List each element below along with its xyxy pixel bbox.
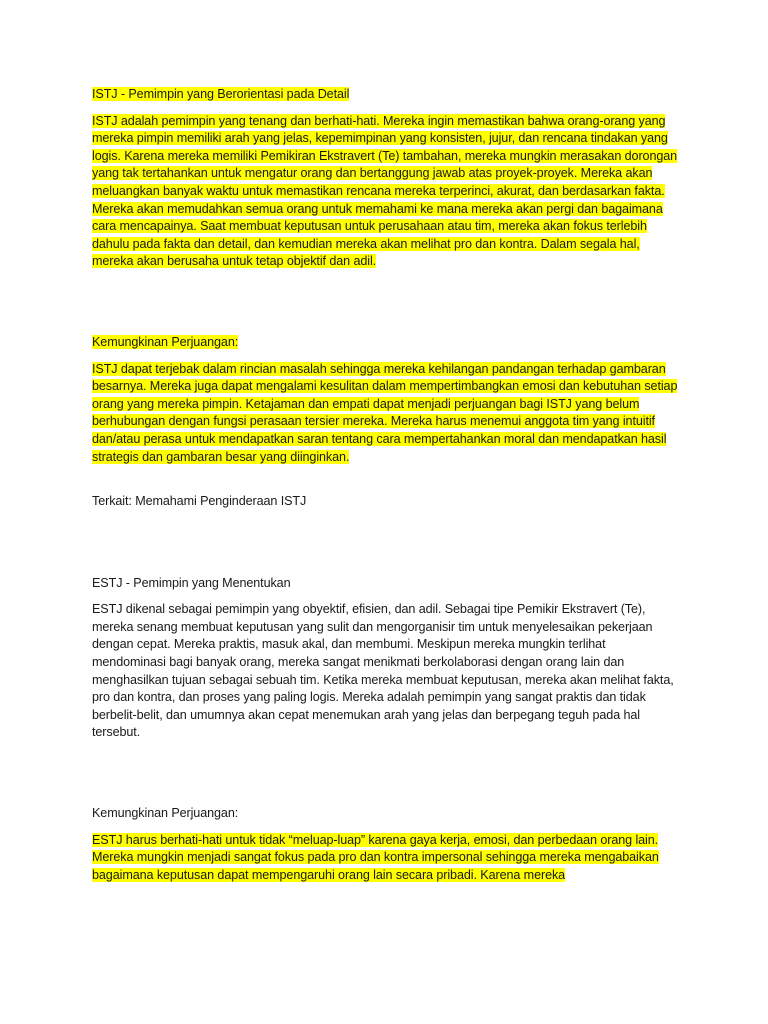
istj-body	[92, 113, 682, 271]
istj-related-link: Terkait: Memahami Penginderaan ISTJ	[92, 494, 307, 509]
estj-struggle-heading: Kemungkinan Perjuangan:	[92, 806, 239, 821]
istj-struggle-heading-text: Kemungkinan Perjuangan:	[92, 334, 239, 349]
istj-struggle-body	[92, 361, 682, 467]
estj-heading: ESTJ - Pemimpin yang Menentukan	[92, 575, 291, 590]
spacer	[92, 742, 682, 805]
spacer	[92, 466, 682, 493]
spacer	[92, 511, 682, 575]
estj-struggle-body	[92, 832, 682, 885]
spacer	[92, 823, 682, 832]
spacer	[92, 104, 682, 113]
istj-body-text: ISTJ adalah pemimpin yang tenang dan berhati-hati. Mereka ingin memastikan bahwa orang-orang yang mereka pimpin memiliki arah yang jelas, kepemimpinan yang konsisten, jujur, dan rencana tindakan yang logis. Karena mereka memiliki Pemikiran Ekstravert (Te) tambahan, mereka mungkin merasakan dorongan yang tak tertahankan untuk mengatur orang dan bertanggung jawab atas proyek-proyek. Mereka akan meluangkan banyak waktu untuk memastikan rencana mereka terperinci, akurat, dan berdasarkan fakta. Mereka akan memudahkan semua orang untuk memahami ke mana mereka akan pergi dan bagaimana cara mencapainya. Saat membuat keputusan untuk perusahaan atau tim, mereka akan fokus terlebih dahulu pada fakta dan detail, dan kemudian mereka akan melihat pro dan kontra. Dalam segala hal, mereka akan berusaha untuk tetap objektif dan adil.	[92, 113, 678, 269]
estj-body: ESTJ dikenal sebagai pemimpin yang obyektif, efisien, dan adil. Sebagai tipe Pemikir Ekstravert (Te), mereka senang membuat keputusan yang sulit dan mengorganisir tim untuk menyelesaikan pekerjaan dengan cepat. Mereka praktis, masuk akal, dan membumi. Meskipun mereka mungkin terlihat mendominasi bagi banyak orang, mereka sangat menikmati berkolaborasi dengan orang lain dan menghasilkan tujuan sebagai sebuah tim. Ketika mereka membuat keputusan, mereka akan melihat fakta, pro dan kontra, dan proses yang paling logis. Mereka adalah pemimpin yang sangat praktis dan tidak berbelit-belit, dan umumnya akan cepat menemukan arah yang jelas dan berpegang teguh pada hal tersebut.	[92, 602, 674, 740]
document-page	[92, 86, 682, 884]
estj-struggle-body-text: ESTJ harus berhati-hati untuk tidak “meluap-luap” karena gaya kerja, emosi, dan perbedaan orang lain. Mereka mungkin menjadi sangat fokus pada pro dan kontra impersonal sehingga mereka mengabaikan bagaimana keputusan dapat mempengaruhi orang lain secara pribadi. Karena mereka	[92, 832, 659, 882]
istj-struggle-heading	[92, 334, 682, 352]
istj-heading	[92, 86, 682, 104]
spacer	[92, 592, 682, 601]
spacer	[92, 271, 682, 334]
istj-heading-text: ISTJ - Pemimpin yang Berorientasi pada Detail	[92, 87, 350, 101]
istj-struggle-body-text: ISTJ dapat terjebak dalam rincian masalah sehingga mereka kehilangan pandangan terhadap gambaran besarnya. Mereka juga dapat mengalami kesulitan dalam mempertimbangkan emosi dan kebutuhan setiap orang yang mereka pimpin. Ketajaman dan empati dapat menjadi perjuangan bagi ISTJ yang belum berhubungan dengan fungsi perasaan tersier mereka. Mereka harus menemui anggota tim yang intuitif dan/atau perasa untuk mendapatkan saran tentang cara mempertahankan moral dan mendapatkan hasil strategis dan gambaran besar yang diinginkan.	[92, 361, 678, 464]
spacer	[92, 352, 682, 361]
